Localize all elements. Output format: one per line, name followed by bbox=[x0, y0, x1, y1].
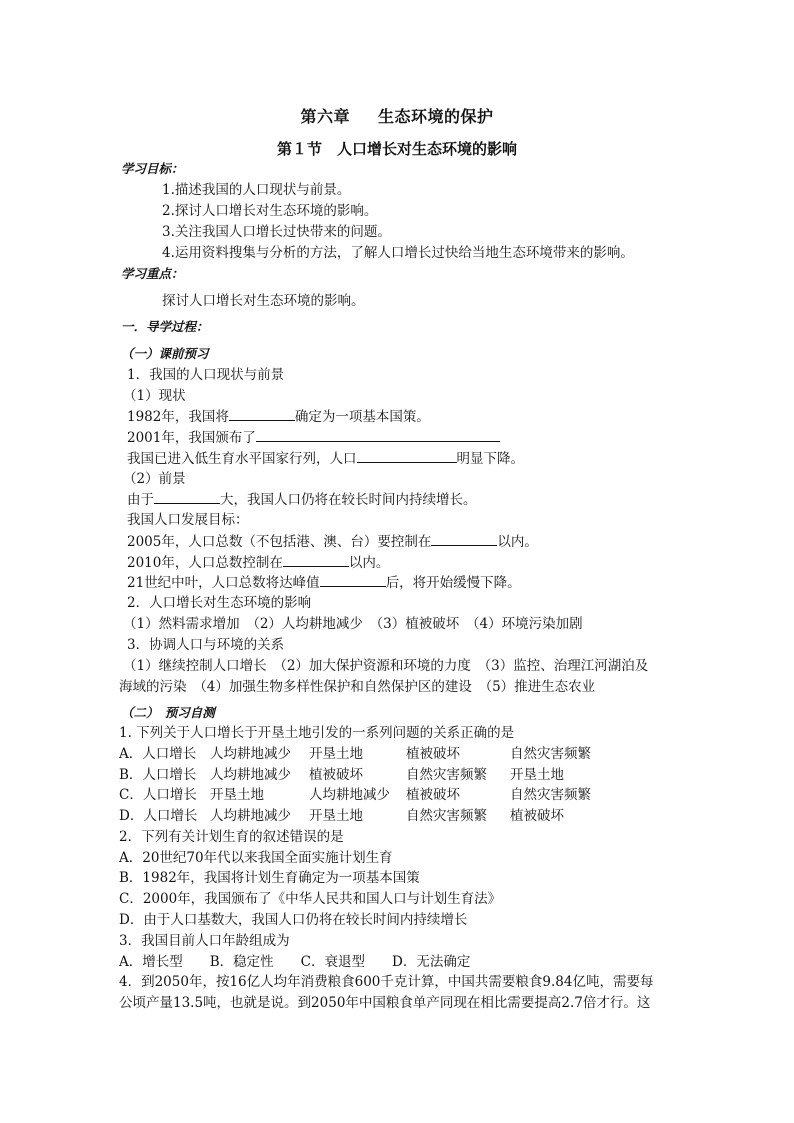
option-col: 开垦土地 bbox=[210, 787, 264, 803]
answer-blank[interactable] bbox=[357, 449, 457, 463]
fill-line bbox=[127, 490, 477, 509]
keypoint-heading: 学习重点： bbox=[121, 266, 184, 281]
question: 3．我国目前人口年龄组成为 bbox=[119, 933, 290, 949]
option-col: 开垦土地 bbox=[309, 808, 363, 824]
option-col: 人均耕地减少 bbox=[210, 746, 291, 762]
chapter-number: 第六章 bbox=[300, 107, 350, 126]
question: 1. 下列关于人口增长于开垦土地引发的一系列问题的关系正确的是 bbox=[119, 725, 515, 741]
fill-text: 2010年，人口总数控制在 bbox=[127, 555, 283, 571]
fill-text: 大，我国人口仍将在较长时间内持续增长。 bbox=[220, 492, 477, 508]
preview-item: （1）然料需求增加 （2）人均耕地减少 （3）植被破坏 （4）环境污染加剧 bbox=[123, 616, 583, 632]
process-heading: 一．导学过程： bbox=[121, 319, 209, 334]
keypoint-text: 探讨人口增长对生态环境的影响。 bbox=[162, 293, 365, 309]
goal-item: 1.描述我国的人口现状与前景。 bbox=[162, 182, 351, 198]
selftest-heading: （二） 预习自测 bbox=[121, 705, 215, 720]
question: 2．下列有关计划生育的叙述错误的是 bbox=[119, 829, 344, 845]
option-col: 开垦土地 bbox=[510, 767, 564, 783]
answer-blank[interactable] bbox=[320, 573, 386, 587]
fill-line bbox=[127, 449, 524, 468]
option: A．增长型 B．稳定性 C．衰退型 D．无法确定 bbox=[119, 954, 471, 970]
preview-item: 2．人口增长对生态环境的影响 bbox=[127, 595, 312, 611]
option: C．2000年，我国颁布了《中华人民共和国人口与计划生育法》 bbox=[119, 891, 502, 907]
option-col: D．人口增长 bbox=[119, 808, 198, 824]
answer-blank[interactable] bbox=[283, 553, 349, 567]
option: A．20世纪70年代以来我国全面实施计划生育 bbox=[119, 850, 393, 866]
fill-text: 以内。 bbox=[348, 555, 390, 571]
fill-text: 2005年，人口总数（不包括港、澳、台）要控制在 bbox=[127, 534, 432, 550]
option-col: A．人口增长 bbox=[119, 746, 197, 762]
fill-text: 确定为一项基本国策。 bbox=[294, 409, 430, 425]
fill-line bbox=[127, 532, 538, 551]
fill-line bbox=[127, 407, 430, 426]
option-col: 自然灾害频繁 bbox=[510, 746, 591, 762]
option-col: B．人口增长 bbox=[119, 767, 197, 783]
preview-item: 3．协调人口与环境的关系 bbox=[127, 637, 285, 653]
chapter-title bbox=[0, 104, 794, 127]
question-continued: 公顷产量13.5吨，也就是说。到2050年中国粮食单产同现在相比需要提高2.7倍才行。这 bbox=[119, 995, 651, 1011]
option-col: 自然灾害频繁 bbox=[406, 767, 487, 783]
preview-item: （1）继续控制人口增长 （2）加大保护资源和环境的力度 （3）监控、治理江河湖泊及 bbox=[123, 658, 649, 674]
answer-blank[interactable] bbox=[154, 490, 220, 504]
answer-blank[interactable] bbox=[229, 407, 295, 421]
preview-item: 海域的污染 （4）加强生物多样性保护和自然保护区的建设 （5）推进生态农业 bbox=[119, 679, 596, 695]
fill-line bbox=[127, 553, 389, 572]
option-col: 植被破坏 bbox=[309, 767, 363, 783]
goal-item: 2.探讨人口增长对生态环境的影响。 bbox=[162, 203, 378, 219]
fill-text: 2001年，我国颁布了 bbox=[127, 430, 256, 446]
option-col: 植被破坏 bbox=[406, 746, 460, 762]
option-col: 植被破坏 bbox=[406, 787, 460, 803]
option-col: 人均耕地减少 bbox=[210, 808, 291, 824]
answer-blank[interactable] bbox=[431, 532, 497, 546]
option: B．1982年，我国将计划生育确定为一项基本国策 bbox=[119, 870, 420, 886]
fill-text: 由于 bbox=[127, 492, 154, 508]
option-col: 开垦土地 bbox=[309, 746, 363, 762]
preview-item: （1）现状 bbox=[123, 388, 186, 404]
fill-text: 1982年，我国将 bbox=[127, 409, 229, 425]
fill-text: 后，将开始缓慢下降。 bbox=[385, 575, 521, 591]
option-col: 植被破坏 bbox=[510, 808, 564, 824]
goal-item: 3.关注我国人口增长过快带来的问题。 bbox=[162, 224, 391, 240]
goal-item: 4.运用资料搜集与分析的方法，了解人口增长过快给当地生态环境带来的影响。 bbox=[162, 245, 634, 261]
question: 4．到2050年，按16亿人均年消费粮食600千克计算，中国共需要粮食9.84亿吨，需要每 bbox=[119, 974, 654, 990]
chapter-name: 生态环境的保护 bbox=[378, 107, 494, 126]
preview-heading: （一）课前预习 bbox=[121, 346, 209, 361]
preview-item: （2）前景 bbox=[123, 471, 186, 487]
fill-line bbox=[127, 573, 521, 592]
fill-text: 明显下降。 bbox=[456, 451, 524, 467]
preview-item: 1．我国的人口现状与前景 bbox=[127, 367, 285, 383]
option-col: 自然灾害频繁 bbox=[510, 787, 591, 803]
option-col: C．人口增长 bbox=[119, 787, 197, 803]
preview-item: 我国人口发展目标： bbox=[127, 512, 249, 528]
fill-line bbox=[127, 428, 500, 447]
option-col: 自然灾害频繁 bbox=[406, 808, 487, 824]
goals-heading: 学习目标： bbox=[121, 161, 184, 176]
section-title: 第１节 人口增长对生态环境的影响 bbox=[276, 140, 517, 158]
option-col: 人均耕地减少 bbox=[309, 787, 390, 803]
fill-text: 我国已进入低生育水平国家行列，人口 bbox=[127, 451, 357, 467]
fill-text: 以内。 bbox=[497, 534, 538, 550]
fill-text: 21世纪中叶，人口总数将达峰值 bbox=[127, 575, 320, 591]
option-col: 人均耕地减少 bbox=[210, 767, 291, 783]
option: D．由于人口基数大，我国人口仍将在较长时间内持续增长 bbox=[119, 912, 468, 928]
answer-blank[interactable] bbox=[256, 428, 500, 442]
